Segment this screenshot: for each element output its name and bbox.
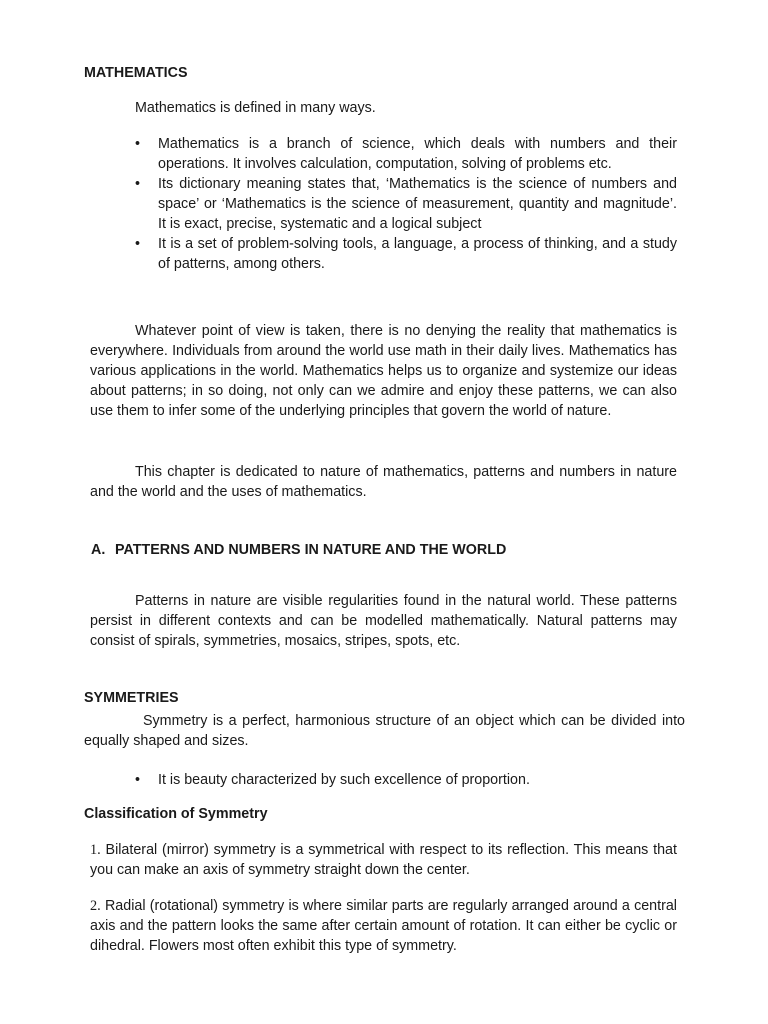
list-item xyxy=(135,174,677,234)
symmetry-list xyxy=(135,770,677,790)
classification-item xyxy=(90,896,677,956)
list-item xyxy=(135,234,677,274)
paragraph-everywhere: Whatever point of view is taken, there is no denying the reality that mathematics is everywhere. Individuals from around the world use math in their daily lives. Mathematics has various applications in the world. Mathematics helps us to organize and systemize our ideas about patterns; in so doing, not only can we admire and enjoy these patterns, we can also use them to infer some of the underlying principles that govern the world of nature. xyxy=(90,323,677,419)
item-text: Radial (rotational) symmetry is where similar parts are regularly arranged around a central axis and the pattern looks the same after certain amount of rotation. It can either be cyclic or dihedral. Flowers most often exhibit this type of symmetry. xyxy=(90,898,677,954)
bullet-icon: • xyxy=(135,236,141,252)
section-a-text: Patterns in nature are visible regularities found in the natural world. These patterns persist in different contexts and can be modelled mathematically. Natural patterns may consist of spirals, symmetries, mosaics, stripes, spots, etc. xyxy=(90,593,677,649)
classification-heading: Classification of Symmetry xyxy=(84,806,268,822)
page-title: MATHEMATICS xyxy=(84,65,188,81)
list-item xyxy=(135,770,677,790)
section-a-heading xyxy=(91,540,506,560)
list-item-text: It is a set of problem-solving tools, a language, a process of thinking, and a study of patterns, among others. xyxy=(158,236,677,272)
list-item-text: It is beauty characterized by such excellence of proportion. xyxy=(158,772,530,788)
classification-item xyxy=(90,840,677,880)
bullet-icon: • xyxy=(135,136,141,152)
item-number: 2. xyxy=(90,898,101,914)
list-item-text: Its dictionary meaning states that, ‘Mathematics is the science of numbers and space’ or ‘Mathematics is the science of measurement, quantity and magnitude’. It is exact, precise, systematic and a logical subject xyxy=(158,176,677,232)
paragraph-chapter: This chapter is dedicated to nature of mathematics, patterns and numbers in nature and the world and the uses of mathematics. xyxy=(90,464,677,500)
bullet-icon: • xyxy=(135,176,141,192)
section-a-label: A. xyxy=(91,542,106,558)
intro-text: Mathematics is defined in many ways. xyxy=(135,100,376,116)
item-number: 1. xyxy=(90,842,101,858)
symmetries-heading: SYMMETRIES xyxy=(84,690,179,706)
bullet-icon: • xyxy=(135,772,141,788)
list-item-text: Mathematics is a branch of science, which deals with numbers and their operations. It involves calculation, computation, solving of problems etc. xyxy=(158,136,677,172)
list-item xyxy=(135,134,677,174)
item-text: Bilateral (mirror) symmetry is a symmetrical with respect to its reflection. This means that you can make an axis of symmetry straight down the center. xyxy=(90,842,677,878)
symmetry-definition: Symmetry is a perfect, harmonious structure of an object which can be divided into equally shaped and sizes. xyxy=(84,713,685,749)
section-a-title: PATTERNS AND NUMBERS IN NATURE AND THE WORLD xyxy=(115,542,507,558)
definition-list xyxy=(135,134,677,274)
